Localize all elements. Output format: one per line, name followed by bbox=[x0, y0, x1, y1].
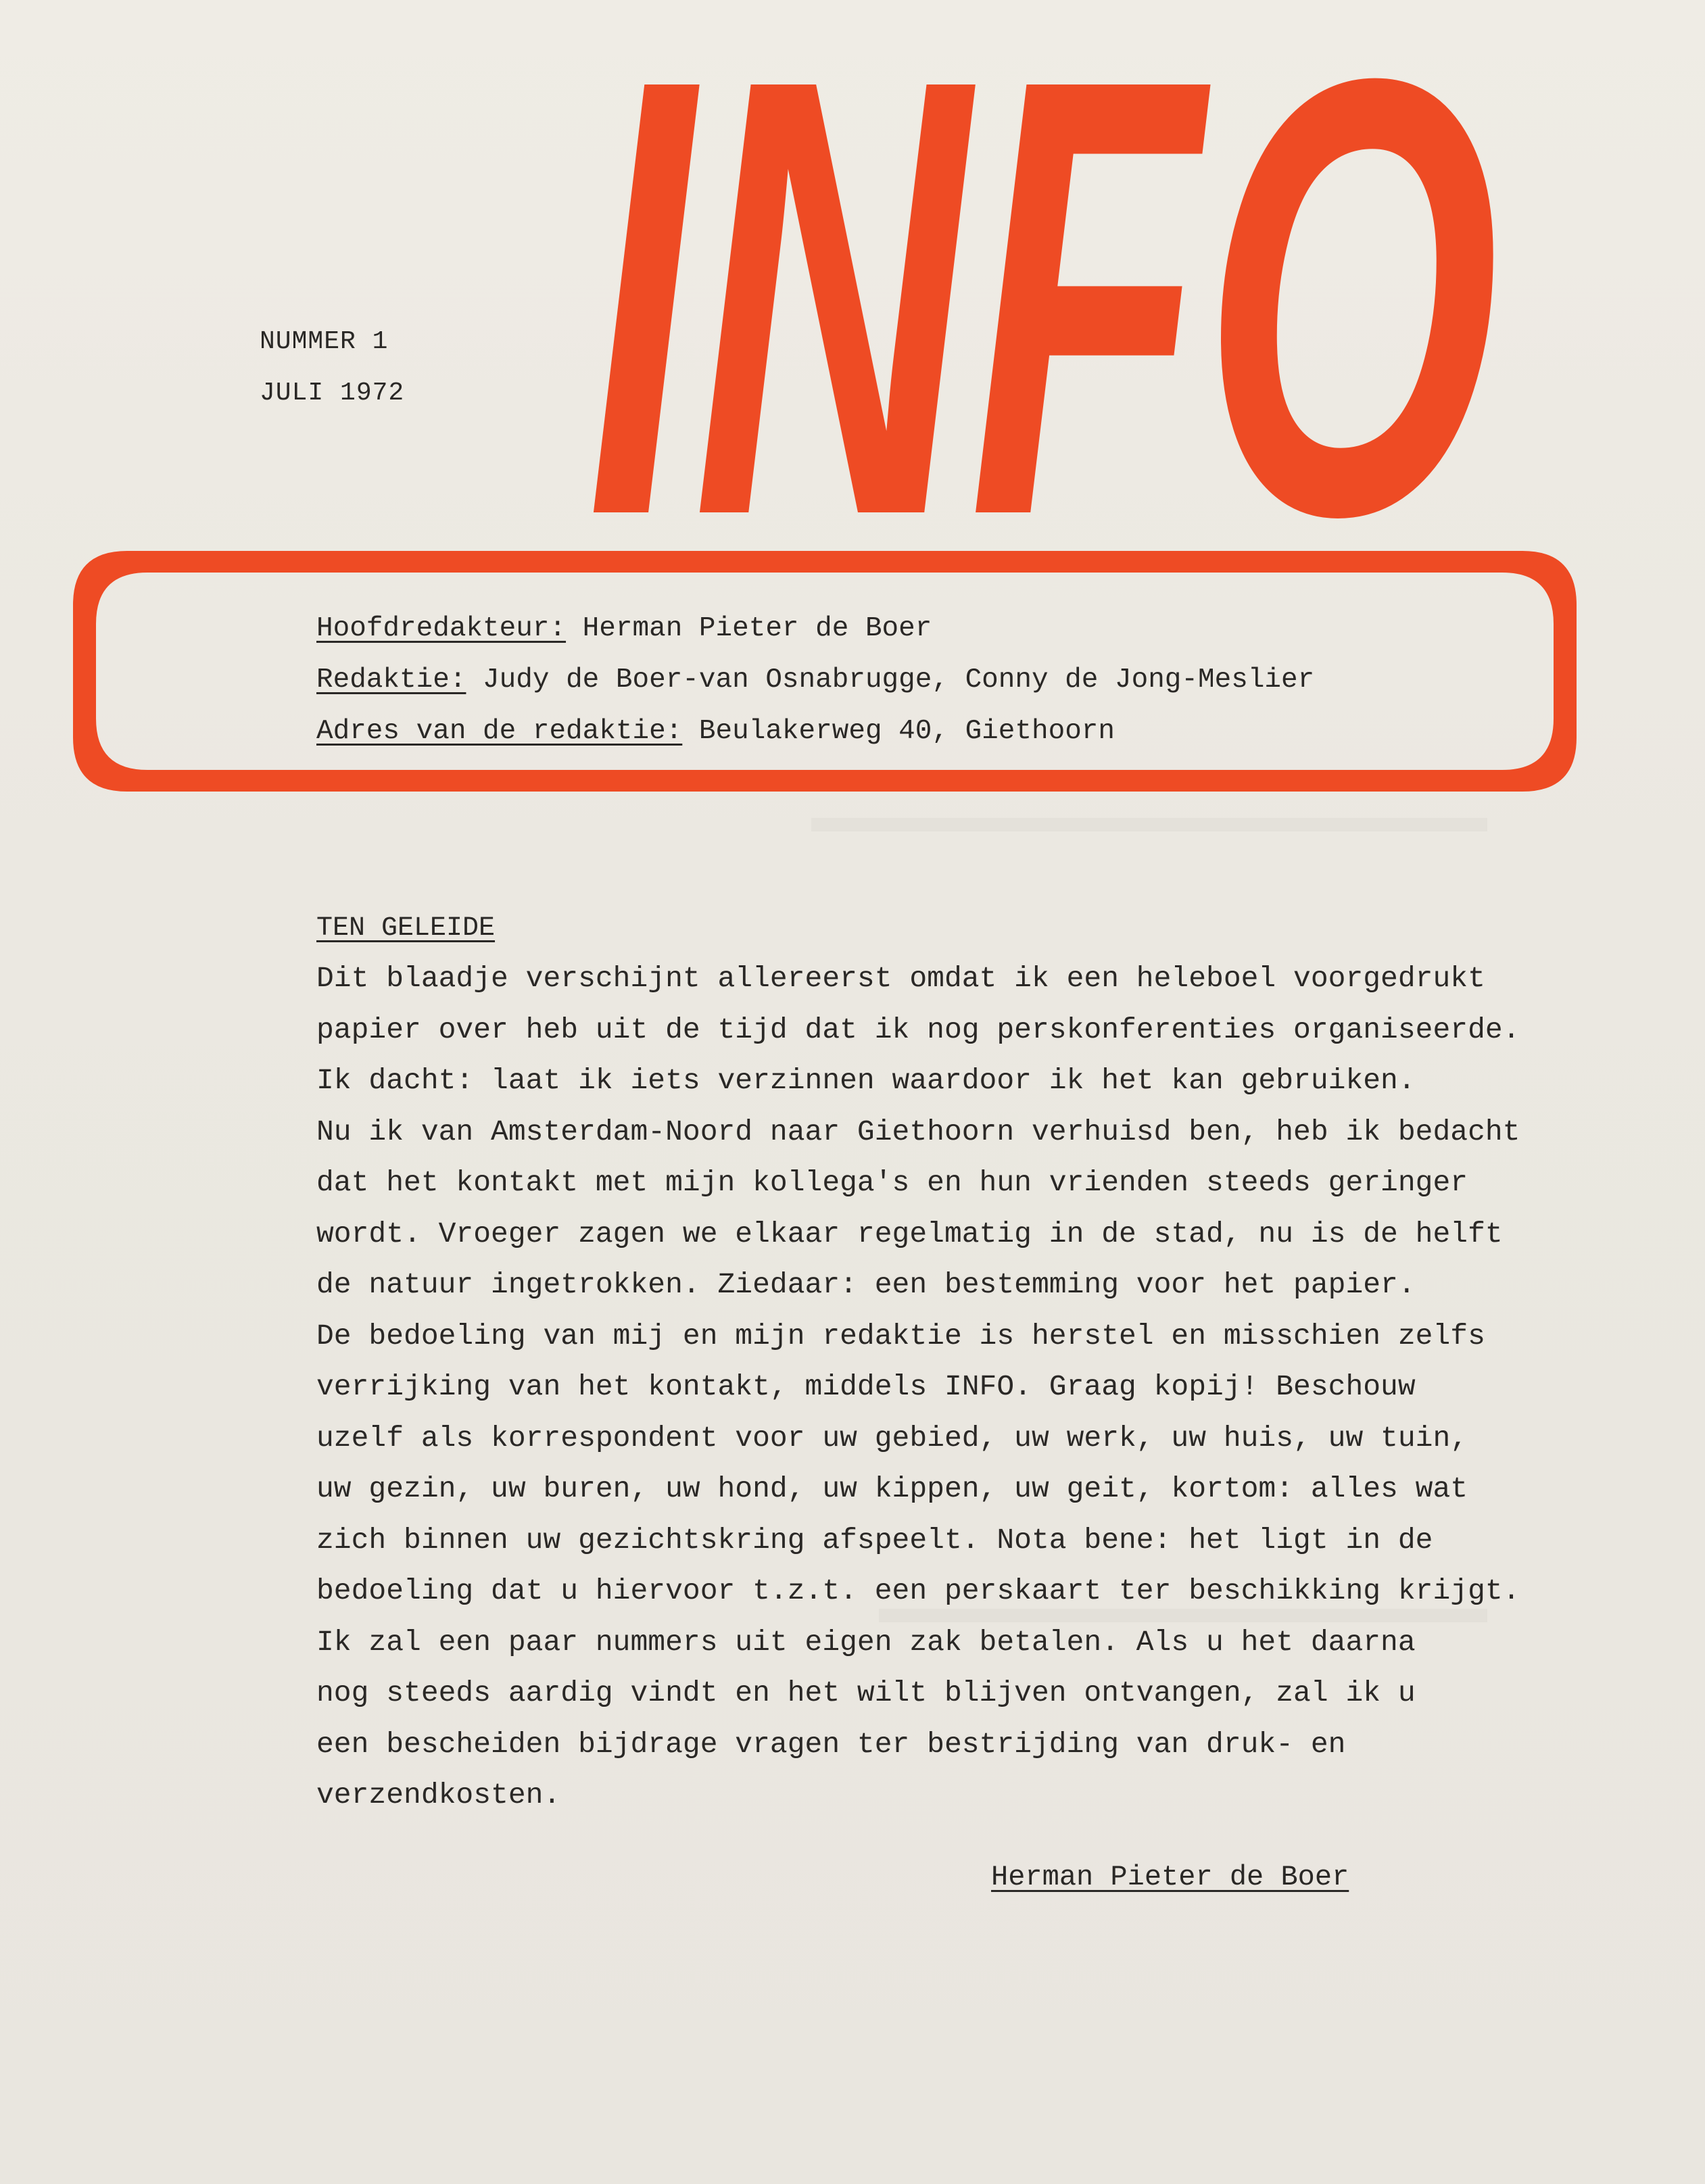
article-line: zich binnen uw gezichtskring afspeelt. Nota bene: het ligt in de bbox=[316, 1523, 1433, 1557]
issue-date: JULI 1972 bbox=[260, 379, 405, 408]
article-body bbox=[316, 953, 1655, 1821]
address-value: Beulakerweg 40, Giethoorn bbox=[698, 716, 1115, 747]
info-logo bbox=[587, 62, 1506, 535]
address-label: Adres van de redaktie: bbox=[316, 716, 683, 747]
article-line: Ik dacht: laat ik iets verzinnen waardoor ik het kan gebruiken. bbox=[316, 1064, 1416, 1097]
article-line: Ik zal een paar nummers uit eigen zak betalen. Als u het daarna bbox=[316, 1625, 1416, 1659]
chief-editor-label: Hoofdredakteur: bbox=[316, 613, 567, 644]
article-line: dat het kontakt met mijn kollega's en hun vrienden steeds geringer bbox=[316, 1166, 1468, 1199]
masthead bbox=[316, 603, 1314, 757]
article-line: wordt. Vroeger zagen we elkaar regelmatig in de stad, nu is de helft bbox=[316, 1217, 1503, 1251]
address-row bbox=[316, 706, 1314, 757]
editors-label: Redaktie: bbox=[316, 664, 466, 696]
article-line: uzelf als korrespondent voor uw gebied, uw werk, uw huis, uw tuin, bbox=[316, 1421, 1468, 1455]
article-line: Dit blaadje verschijnt allereerst omdat ik een heleboel voorgedrukt bbox=[316, 962, 1485, 995]
editors-row bbox=[316, 654, 1314, 706]
chief-editor-value: Herman Pieter de Boer bbox=[582, 613, 932, 644]
article-line: Nu ik van Amsterdam-Noord naar Giethoorn verhuisd ben, heb ik bedacht bbox=[316, 1115, 1520, 1148]
logo-text: INFO bbox=[587, 62, 1499, 535]
article-line: een bescheiden bijdrage vragen ter bestrijding van druk- en bbox=[316, 1727, 1346, 1761]
article-line: De bedoeling van mij en mijn redaktie is herstel en misschien zelfs bbox=[316, 1319, 1485, 1353]
chief-editor-row bbox=[316, 603, 1314, 654]
article-line: uw gezin, uw buren, uw hond, uw kippen, uw geit, kortom: alles wat bbox=[316, 1472, 1468, 1505]
article-line: verzendkosten. bbox=[316, 1778, 561, 1812]
issue-info bbox=[260, 316, 404, 419]
article-line: nog steeds aardig vindt en het wilt blijven ontvangen, zal ik u bbox=[316, 1676, 1416, 1709]
issue-number: NUMMER 1 bbox=[260, 327, 389, 356]
article-line: verrijking van het kontakt, middels INFO. Graag kopij! Beschouw bbox=[316, 1370, 1416, 1403]
show-through-texture bbox=[811, 818, 1487, 831]
article-title: TEN GELEIDE bbox=[316, 913, 496, 944]
editors-value: Judy de Boer-van Osnabrugge, Conny de Jong-Meslier bbox=[483, 664, 1315, 696]
article-line: papier over heb uit de tijd dat ik nog perskonferenties organiseerde. bbox=[316, 1013, 1520, 1046]
article-line: bedoeling dat u hiervoor t.z.t. een perskaart ter beschikking krijgt. bbox=[316, 1574, 1520, 1607]
article-signature: Herman Pieter de Boer bbox=[991, 1861, 1349, 1893]
article-line: de natuur ingetrokken. Ziedaar: een bestemming voor het papier. bbox=[316, 1268, 1416, 1301]
